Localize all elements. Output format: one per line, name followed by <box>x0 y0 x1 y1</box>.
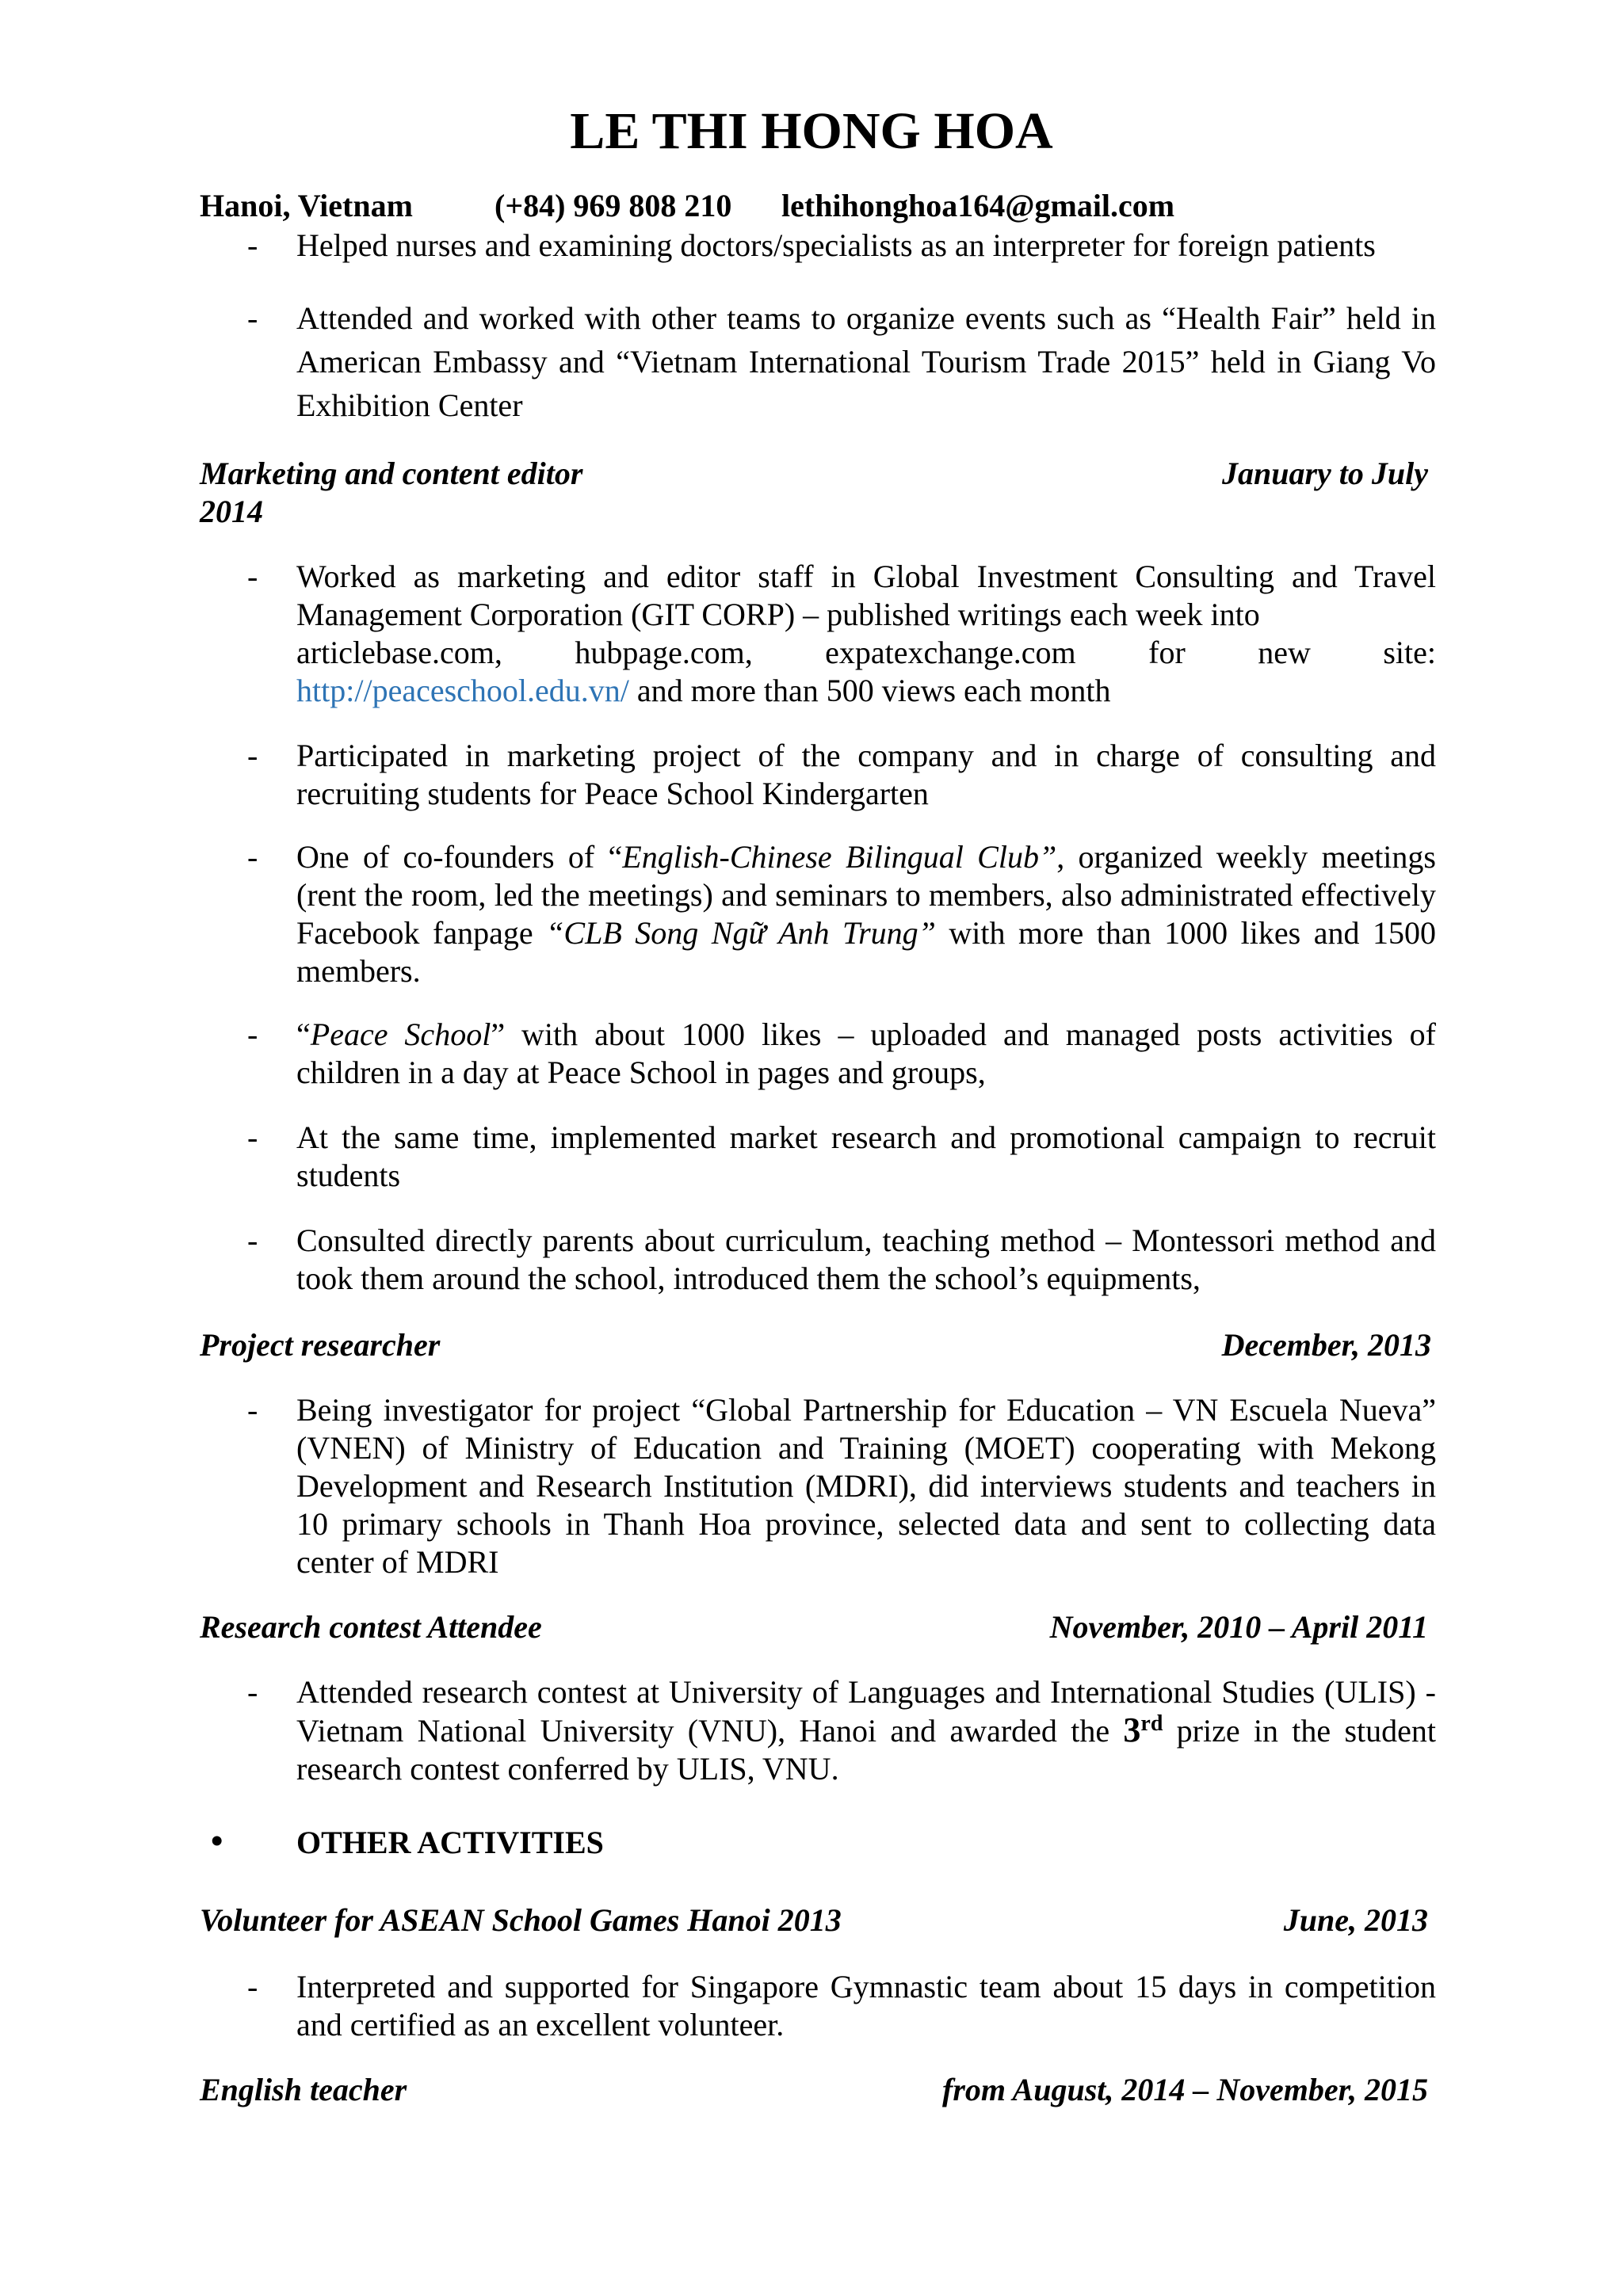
bullet-text: Interpreted and supported for Singapore Gymnastic team about 15 days in competition and certified as an excellent volunteer. <box>296 1969 1436 2042</box>
word: for <box>1148 635 1186 670</box>
bullet-text: At the same time, implemented market research and promotional campaign to recruit students <box>296 1119 1436 1193</box>
word: hubpage.com, <box>575 635 753 670</box>
text-run: ” with about 1000 likes – uploaded and managed posts activities of children in a day at Peace School in pages and groups, <box>296 1016 1437 1090</box>
list-item <box>200 1968 1436 2044</box>
bullet-text <box>296 838 1436 990</box>
list-item <box>200 737 1436 813</box>
section-other-activities <box>200 1821 1436 1862</box>
word: site: <box>1383 635 1436 670</box>
prize-rank: 3 <box>1123 1711 1141 1749</box>
page-name: Peace School <box>310 1016 491 1052</box>
bullet-text-line <box>296 634 1436 672</box>
text-run: “ <box>296 1016 311 1052</box>
dash-marker: - <box>247 1016 258 1052</box>
role-date: June, 2013 <box>1283 1902 1428 1938</box>
dash-marker: - <box>247 1674 258 1710</box>
list-item <box>200 1391 1436 1581</box>
dash-marker: - <box>247 300 258 336</box>
bullet-text: Helped nurses and examining doctors/specialists as an interpreter for foreign patients <box>296 227 1376 263</box>
list-item <box>200 296 1436 427</box>
list-item <box>200 1016 1436 1092</box>
list-item <box>200 558 1436 710</box>
role-date: November, 2010 – April 2011 <box>1049 1609 1428 1645</box>
peaceschool-link[interactable]: http://peaceschool.edu.vn/ <box>296 673 629 708</box>
role-header-teacher <box>200 2071 1436 2109</box>
list-item <box>200 838 1436 990</box>
bullet-text <box>296 1016 1436 1092</box>
role-header-marketing <box>200 455 1436 493</box>
bullet-dot-icon: • <box>211 1821 223 1860</box>
contact-line <box>200 187 1436 225</box>
bullet-text <box>296 1673 1436 1788</box>
dash-marker: - <box>247 1392 258 1428</box>
section-heading: OTHER ACTIVITIES <box>296 1825 604 1860</box>
text-run: prize in the student research contest conferred by ULIS, VNU. <box>296 1713 1437 1787</box>
text-run: with more than 1000 likes and 1500 members. <box>296 915 1437 989</box>
list-item <box>200 1673 1436 1788</box>
role-title: Project researcher <box>200 1327 441 1363</box>
text-run: , organized weekly meetings (rent the room, led the meetings) and seminars to members, also administrated effectively Facebook fanpage <box>296 839 1436 951</box>
role-date-year: 2014 <box>200 494 263 529</box>
list-item <box>200 1119 1436 1195</box>
bullet-text-line <box>296 672 1436 710</box>
dash-marker: - <box>247 839 258 875</box>
word: articlebase.com, <box>296 635 502 670</box>
club-name: English-Chinese Bilingual Club” <box>622 839 1057 875</box>
role-date: from August, 2014 – November, 2015 <box>942 2072 1428 2107</box>
list-item <box>200 227 1436 265</box>
contact-phone: (+84) 969 808 210 <box>495 188 732 223</box>
contact-email[interactable]: lethihonghoa164@gmail.com <box>781 188 1175 223</box>
word: new <box>1258 635 1311 670</box>
bullet-text: Consulted directly parents about curriculum, teaching method – Montessori method and took them around the school, introduced them the school’s equipments, <box>296 1222 1436 1296</box>
role-header-volunteer <box>200 1901 1436 1939</box>
dash-marker: - <box>247 1969 258 2004</box>
role-title: Research contest Attendee <box>200 1609 542 1645</box>
bullet-text: Being investigator for project “Global Partnership for Education – VN Escuela Nueva” (VNEN) of Ministry of Education and Training (MOET) cooperating with Mekong Development and Research Institution (MDRI), did interviews students and teachers in 10 primary schools in Thanh Hoa province, selected data and sent to collecting data center of MDRI <box>296 1392 1436 1580</box>
role-header-contest <box>200 1608 1436 1646</box>
dash-marker: - <box>247 227 258 263</box>
word: expatexchange.com <box>825 635 1076 670</box>
dash-marker: - <box>247 738 258 773</box>
role-date: January to July <box>1221 456 1428 491</box>
bullet-text-line: Worked as marketing and editor staff in Global Investment Consulting and Travel Management Corporation (GIT CORP) – published writings each week into <box>296 559 1436 632</box>
contact-city: Hanoi, Vietnam <box>200 188 413 223</box>
bullet-text <box>296 558 1436 710</box>
bullet-text: Attended and worked with other teams to organize events such as “Health Fair” held in American Embassy and “Vietnam International Tourism Trade 2015” held in Giang Vo Exhibition Center <box>296 300 1436 423</box>
text-run: One of co-founders of “ <box>296 839 623 875</box>
role-title: Marketing and content editor <box>200 456 583 491</box>
role-title: Volunteer for ASEAN School Games Hanoi 2013 <box>200 1902 842 1938</box>
list-item <box>200 1222 1436 1298</box>
bullet-text: Participated in marketing project of the company and in charge of consulting and recruiting students for Peace School Kindergarten <box>296 738 1436 811</box>
prize-ordinal: rd <box>1140 1711 1163 1736</box>
dash-marker: - <box>247 1222 258 1258</box>
link-tail: and more than 500 views each month <box>628 673 1111 708</box>
role-header-researcher <box>200 1326 1436 1364</box>
role-title: English teacher <box>200 2072 407 2107</box>
fanpage-name: “CLB Song Ngữ Anh Trung” <box>546 915 936 951</box>
dash-marker: - <box>247 559 258 594</box>
text-run: Attended research contest at University of Languages and International Studies (ULIS) - Vietnam National University (VNU), Hanoi and awarded the <box>296 1674 1436 1749</box>
dash-marker: - <box>247 1119 258 1155</box>
candidate-name: LE THI HONG HOA <box>570 102 1053 160</box>
role-date: December, 2013 <box>1221 1327 1431 1363</box>
